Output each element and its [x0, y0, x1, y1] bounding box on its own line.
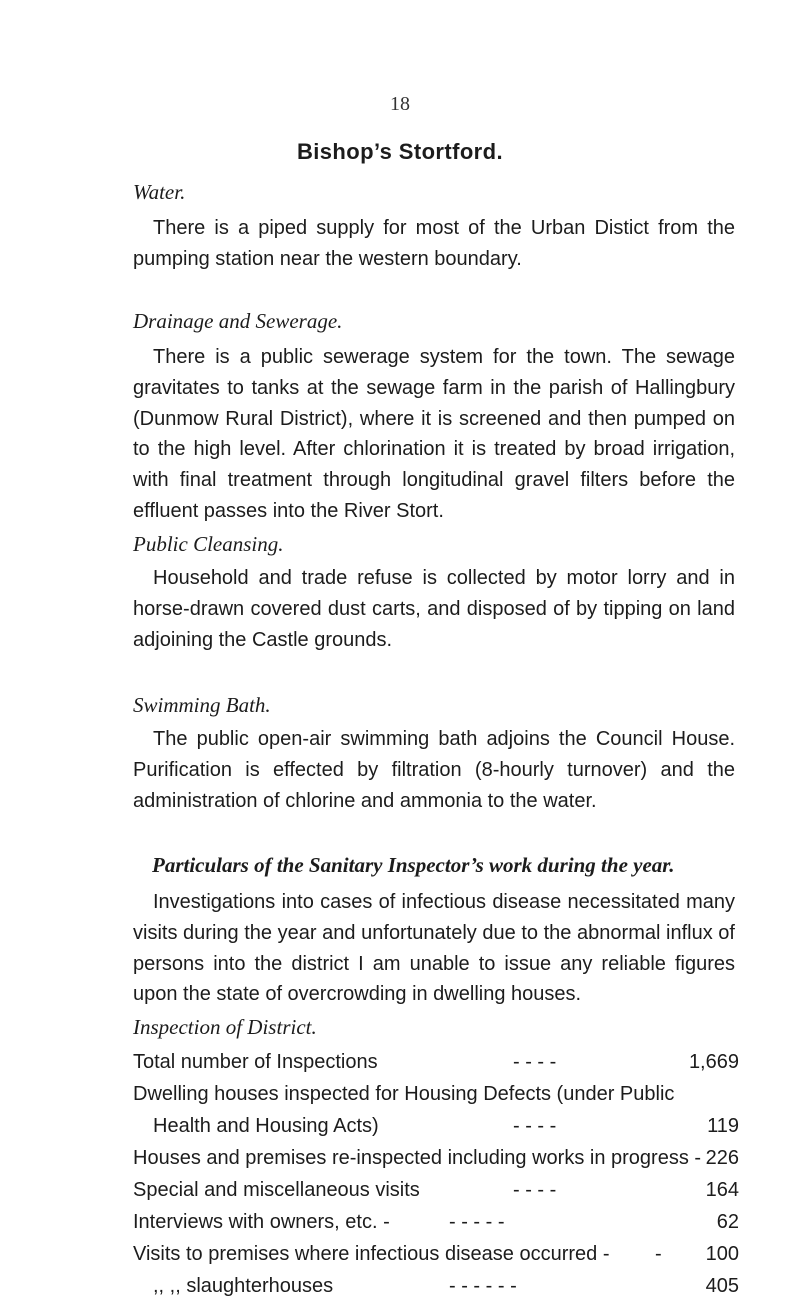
leader-dashes: - - - -	[513, 1115, 557, 1137]
leader-dashes: -	[655, 1243, 662, 1265]
heading-public-cleansing: Public Cleansing.	[133, 532, 284, 556]
item-label: Interviews with owners, etc. -	[133, 1211, 390, 1233]
item-value: 1,669	[688, 1051, 739, 1073]
paragraph-water: There is a piped supply for most of the Urban Distict from the pumping station near the western boundary.	[133, 217, 735, 270]
item-value: 100	[705, 1243, 739, 1265]
page-title: Bishop’s Stortford.	[297, 139, 503, 164]
paragraph-drainage: There is a public sewerage system for the town. The sewage gravitates to tanks at the sewage farm in the parish of Hallingbury (Dunmow Rural District), where it is screened and then pumped on to the high level. After chlorination it is treated by broad irrigation, with final treatment through longitudinal gravel filters before the effluent passes into the River Stort.	[133, 346, 735, 522]
item-label: Visits to premises where infectious disease occurred -	[133, 1243, 610, 1265]
list-item	[133, 1174, 739, 1206]
item-label: Special and miscellaneous visits	[133, 1179, 420, 1201]
leader-dashes: - - - -	[513, 1051, 557, 1073]
leader-dashes: - - - -	[513, 1179, 557, 1201]
item-label: ,, ,, slaughterhouses	[153, 1275, 334, 1297]
item-value: 405	[705, 1275, 739, 1297]
item-value: 164	[705, 1179, 739, 1201]
item-label: Houses and premises re-inspected including works in progress -	[133, 1147, 702, 1169]
heading-drainage: Drainage and Sewerage.	[133, 309, 343, 333]
item-value: 226	[705, 1147, 739, 1169]
list-item	[133, 1206, 739, 1238]
paragraph-swimming-bath: The public open-air swimming bath adjoins the Council House. Purification is effected by filtration (8-hourly turnover) and the administration of chlorine and ammonia to the water.	[133, 728, 735, 812]
paragraph-sanitary-inspector: Investigations into cases of infectious disease necessitated many visits during the year and unfortunately due to the abnormal influx of persons into the district I am unable to issue any reliable figures upon the state of overcrowding in dwelling houses.	[133, 891, 735, 1006]
item-value: 62	[716, 1211, 739, 1233]
page-number: 18	[390, 93, 410, 115]
list-item	[133, 1142, 739, 1174]
heading-swimming-bath: Swimming Bath.	[133, 693, 271, 717]
leader-dashes: - - - - - -	[449, 1275, 517, 1297]
leader-dashes: - - - - -	[449, 1211, 505, 1233]
item-label: Health and Housing Acts)	[153, 1115, 379, 1137]
list-item	[133, 1046, 739, 1078]
heading-water: Water.	[133, 180, 186, 204]
list-item	[133, 1270, 739, 1302]
list-item	[133, 1110, 739, 1142]
list-item	[133, 1238, 739, 1270]
paragraph-public-cleansing: Household and trade refuse is collected by motor lorry and in horse-drawn covered dust carts, and disposed of by tipping on land adjoining the Castle grounds.	[133, 567, 735, 651]
heading-inspection-of-district: Inspection of District.	[133, 1015, 317, 1039]
item-label: Dwelling houses inspected for Housing Defects (under Public	[133, 1083, 675, 1105]
heading-sanitary-inspector: Particulars of the Sanitary Inspector’s work during the year.	[152, 853, 675, 877]
list-item	[133, 1078, 739, 1110]
item-value: 119	[707, 1115, 739, 1137]
item-label: Total number of Inspections	[133, 1051, 378, 1073]
